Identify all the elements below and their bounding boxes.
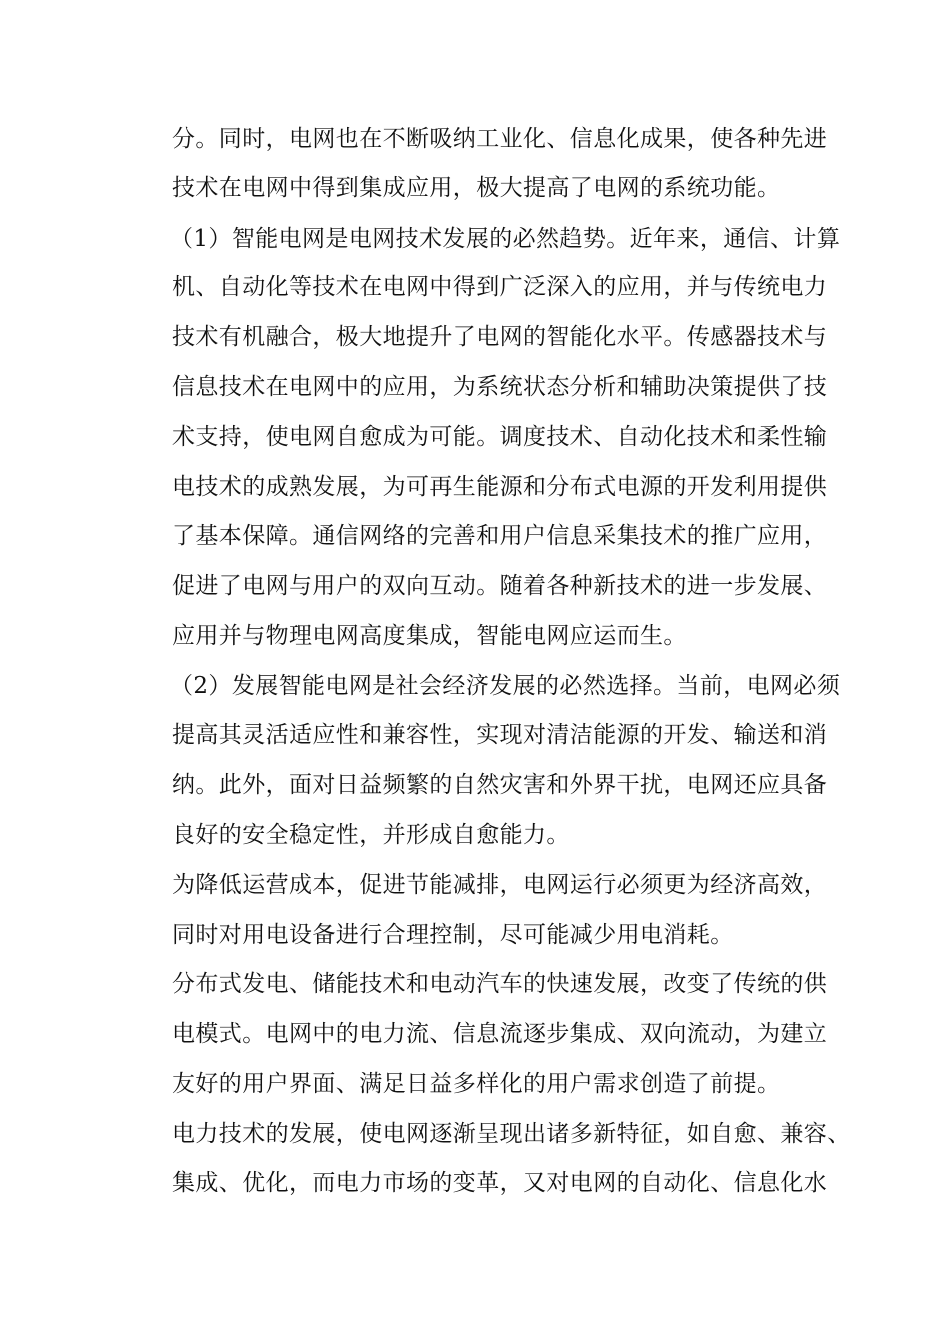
text-line: 分布式发电、储能技术和电动汽车的快速发展，改变了传统的供	[172, 971, 828, 997]
text-line: 电模式。电网中的电力流、信息流逐步集成、双向流动，为建立	[172, 1021, 828, 1047]
text-line: 友好的用户界面、满足日益多样化的用户需求创造了前提。	[172, 1071, 781, 1097]
text-line: 信息技术在电网中的应用，为系统状态分析和辅助决策提供了技	[172, 374, 828, 400]
text-line: 技术有机融合，极大地提升了电网的智能化水平。传感器技术与	[172, 324, 828, 350]
text-line: 电技术的成熟发展，为可再生能源和分布式电源的开发利用提供	[172, 474, 828, 500]
text-line: 促进了电网与用户的双向互动。随着各种新技术的进一步发展、	[172, 573, 828, 599]
text-line: 技术在电网中得到集成应用，极大提高了电网的系统功能。	[172, 175, 781, 201]
paragraph-heading-2: （2）发展智能电网是社会经济发展的必然选择。当前，电网必须	[170, 673, 841, 699]
text-line: 同时对用电设备进行合理控制，尽可能减少用电消耗。	[172, 922, 734, 948]
text-line: 术支持，使电网自愈成为可能。调度技术、自动化技术和柔性输	[172, 424, 828, 450]
text-line: 集成、优化，而电力市场的变革，又对电网的自动化、信息化水	[172, 1170, 828, 1196]
text-line: 应用并与物理电网高度集成，智能电网应运而生。	[172, 623, 687, 649]
text-line: 了基本保障。通信网络的完善和用户信息采集技术的推广应用，	[172, 523, 828, 549]
text-line: 纳。此外，面对日益频繁的自然灾害和外界干扰，电网还应具备	[172, 772, 828, 798]
paragraph-heading-1: （1）智能电网是电网技术发展的必然趋势。近年来，通信、计算	[170, 226, 841, 252]
text-line: 机、自动化等技术在电网中得到广泛深入的应用，并与传统电力	[172, 274, 828, 300]
text-line: 提高其灵活适应性和兼容性，实现对清洁能源的开发、输送和消	[172, 722, 828, 748]
text-line: 电力技术的发展，使电网逐渐呈现出诸多新特征，如自愈、兼容、	[172, 1121, 851, 1147]
text-line: 为降低运营成本，促进节能减排，电网运行必须更为经济高效，	[172, 872, 828, 898]
text-line: 分。同时，电网也在不断吸纳工业化、信息化成果，使各种先进	[172, 126, 828, 152]
text-line: 良好的安全稳定性，并形成自愈能力。	[172, 822, 570, 848]
